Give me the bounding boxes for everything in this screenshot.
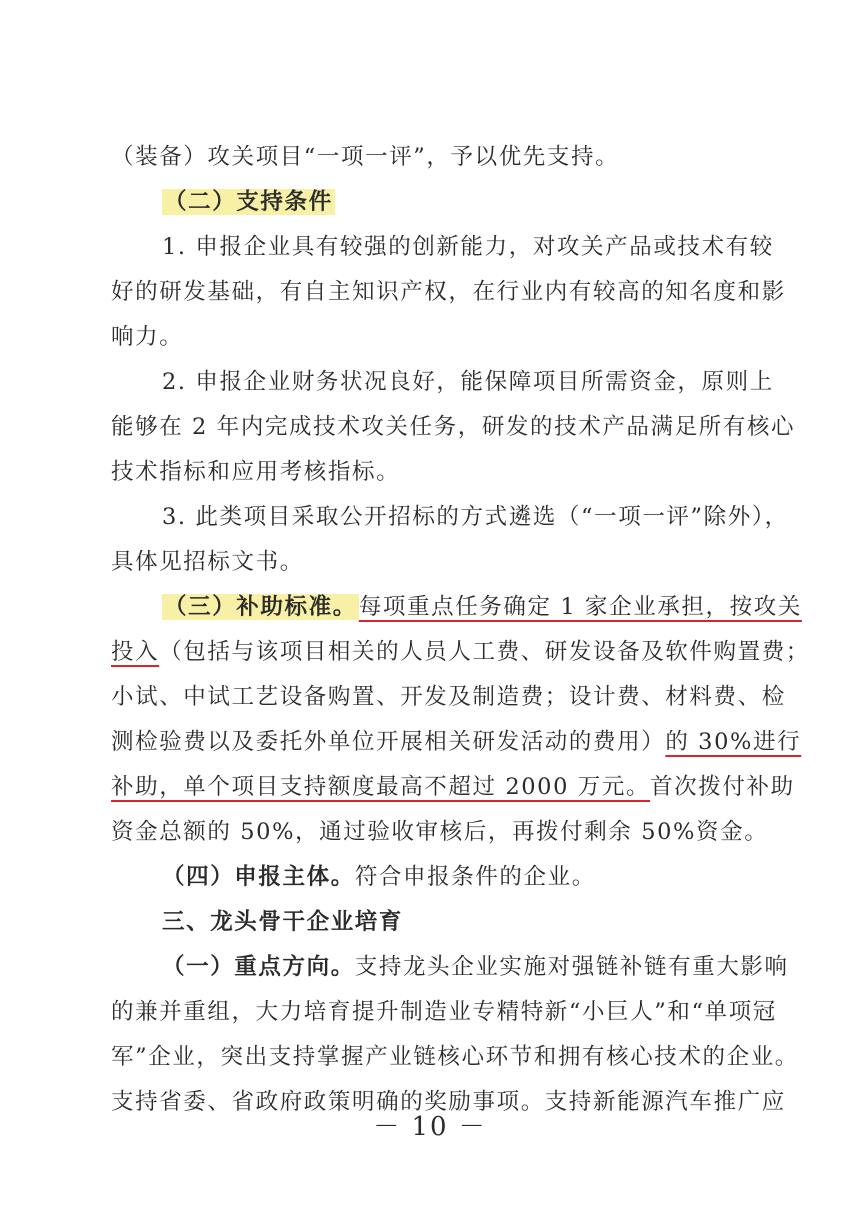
text-line: 3. 此类项目采取公开招标的方式遴选（“一项一评”除外）， xyxy=(162,504,789,530)
text-line: 具体见招标文书。 xyxy=(111,549,304,575)
text-line: 军”企业，突出支持掌握产业链核心环节和拥有核心技术的企业。 xyxy=(111,1044,799,1070)
underlined-text: 每项重点任务确定 1 家企业承担，按攻关 xyxy=(358,594,802,620)
text-line: 技术指标和应用考核指标。 xyxy=(111,459,401,485)
highlighted-heading: （三）补助标准。 xyxy=(164,594,357,620)
text-line: 响力。 xyxy=(111,324,184,350)
text-line: 1. 申报企业具有较强的创新能力，对攻关产品或技术有较 xyxy=(162,234,774,260)
text-line: 能够在 2 年内完成技术攻关任务，研发的技术产品满足所有核心 xyxy=(111,414,796,440)
text-span: （包括与该项目相关的人员人工费、研发设备及软件购置费； xyxy=(159,639,810,665)
text-span: 首次拨付补助 xyxy=(650,774,795,800)
key-direction-line-1 xyxy=(162,952,789,982)
subsidy-standard-line-1 xyxy=(162,592,802,622)
underlined-text: 的 30%进行 xyxy=(665,729,802,755)
page-number: － 10 － xyxy=(373,1112,487,1142)
text-span: 测检验费以及委托外单位开展相关研发活动的费用） xyxy=(111,729,666,755)
section-heading: 三、龙头骨干企业培育 xyxy=(162,909,404,935)
text-line: 好的研发基础，有自主知识产权，在行业内有较高的知名度和影 xyxy=(111,279,786,305)
subheading-support-conditions xyxy=(162,187,335,217)
highlighted-heading: （二）支持条件 xyxy=(164,189,333,215)
subsidy-standard-line-4 xyxy=(111,727,801,757)
underlined-text: 投入 xyxy=(111,639,160,665)
text-line: 小试、中试工艺设备购置、开发及制造费；设计费、材料费、检 xyxy=(111,684,786,710)
subsidy-standard-line-2 xyxy=(111,637,810,667)
bold-heading: （一）重点方向。 xyxy=(162,954,355,980)
subsidy-standard-line-5 xyxy=(111,772,795,802)
underlined-text: 补助，单个项目支持额度最高不超过 2000 万元。 xyxy=(111,774,651,800)
text-line: 的兼并重组，大力培育提升制造业专精特新“小巨人”和“单项冠 xyxy=(111,999,777,1025)
text-span: 符合申报条件的企业。 xyxy=(354,864,596,890)
text-line: 资金总额的 50%，通过验收审核后，再拨付剩余 50%资金。 xyxy=(111,819,769,845)
text-line: 支持省委、省政府政策明确的奖励事项。支持新能源汽车推广应 xyxy=(111,1089,786,1115)
text-line: 2. 申报企业财务状况良好，能保障项目所需资金，原则上 xyxy=(162,369,774,395)
applicant-line xyxy=(162,862,596,892)
text-span: 支持龙头企业实施对强链补链有重大影响 xyxy=(354,954,789,980)
bold-heading: （四）申报主体。 xyxy=(162,864,355,890)
text-line: （装备）攻关项目“一项一评”，予以优先支持。 xyxy=(111,144,620,170)
